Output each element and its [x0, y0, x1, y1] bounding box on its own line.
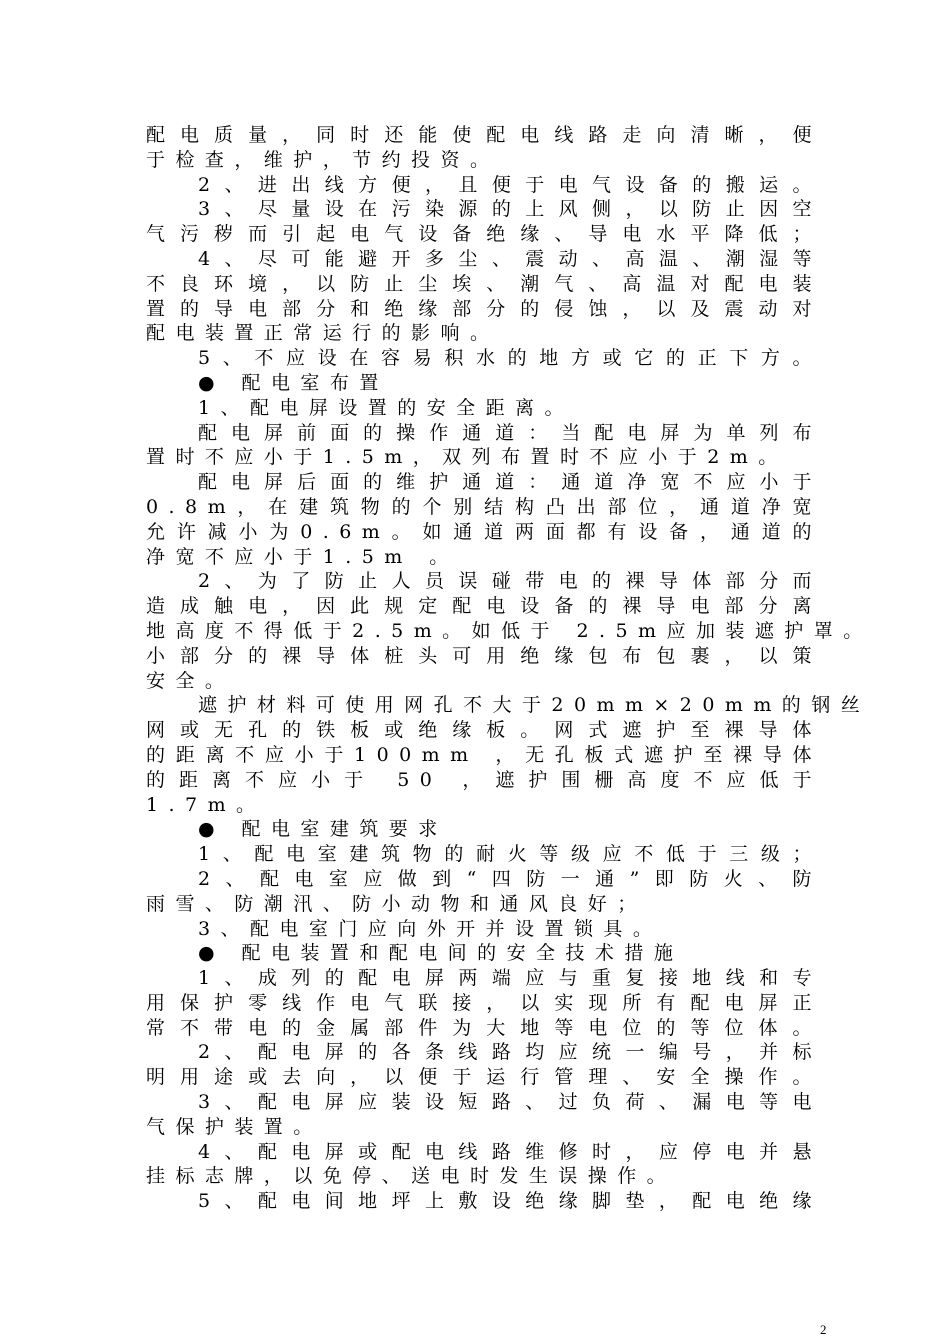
- text-line: 1、成列的配电屏两端应与重复接地线和专: [198, 967, 822, 990]
- text-line: 1、配电屏设置的安全距离。: [198, 396, 574, 419]
- text-line: 雨雪、防潮汛、防小动物和通风良好；: [146, 892, 647, 915]
- text-line: 置时不应小于1.5m，双列布置时不应小于2m。: [146, 446, 788, 469]
- text-line: 小部分的裸导体桩头可用绝缘包布包裹，以策: [146, 644, 822, 667]
- text-line: 配电质量，同时还能使配电线路走向清晰，便: [146, 124, 822, 146]
- text-line: 2、进出线方便，且便于电气设备的搬运。: [198, 173, 822, 196]
- text-line: 3、配电屏应装设短路、过负荷、漏电等电: [198, 1091, 822, 1114]
- text-line: 3、尽量设在污染源的上风侧，以防止因空: [198, 198, 822, 221]
- text-line: 5、配电间地坪上敷设绝缘脚垫，配电绝缘: [198, 1190, 822, 1213]
- text-line: 不良环境，以防止尘埃、潮气、高温对配电装: [146, 272, 822, 295]
- text-line: 0.8m，在建筑物的个别结构凸出部位，通道净宽: [146, 495, 822, 518]
- text-line: 安全。: [146, 669, 235, 692]
- text-line: 2、配电屏的各条线路均应统一编号，并标: [198, 1041, 822, 1064]
- text-line: 常不带电的金属部件为大地等电位的等位体。: [146, 1016, 822, 1039]
- text-line: 1.7m。: [146, 793, 266, 816]
- text-line: 5、不应设在容易积水的地方或它的正下方。: [198, 347, 822, 370]
- text-line: 于检查，维护，节约投资。: [146, 148, 500, 171]
- text-line: 置的导电部分和绝缘部分的侵蚀，以及震动对: [146, 297, 822, 320]
- page-body: [146, 123, 873, 1214]
- text-line: 造成触电，因此规定配电设备的裸导电部分离: [146, 595, 822, 618]
- text-line: 气污秽而引起电气设备绝缘、导电水平降低；: [146, 223, 822, 246]
- text-line: ● 配电室布置: [198, 371, 389, 394]
- text-line: 4、尽可能避开多尘、震动、高温、潮湿等: [198, 247, 822, 270]
- text-line: 净宽不应小于1.5m 。: [146, 545, 459, 568]
- text-line: 配电装置正常运行的影响。: [146, 322, 500, 345]
- text-line: 气保护装置。: [146, 1115, 323, 1138]
- text-line: 2、配电室应做到“四防一通”即防火、防: [198, 867, 822, 890]
- text-line: 2、为了防止人员误碰带电的裸导体部分而: [198, 570, 822, 593]
- text-line: 3、配电室门应向外开并设置锁具。: [198, 917, 663, 940]
- text-line: 挂标志牌，以免停、送电时发生误操作。: [146, 1165, 677, 1188]
- text-line: 4、配电屏或配电线路维修时，应停电并悬: [198, 1140, 822, 1163]
- text-line: 允许减小为0.6m。如通道两面都有设备，通道的: [146, 520, 822, 543]
- text-line: 遮护材料可使用网孔不大于20mm×20mm的钢丝: [198, 694, 871, 717]
- text-line: ● 配电室建筑要求: [198, 818, 448, 841]
- text-line: 配电屏前面的操作通道：当配电屏为单列布: [198, 421, 822, 444]
- page-number: 2: [820, 1322, 827, 1337]
- text-line: 的距离不应小于 50 ，遮护围栅高度不应低于: [146, 768, 822, 791]
- text-line: ● 配电装置和配电间的安全技术措施: [198, 942, 684, 965]
- text-line: 1、配电室建筑物的耐火等级应不低于三级；: [198, 843, 822, 866]
- text-line: 的距离不应小于100mm ，无孔板式遮护至裸导体: [146, 743, 822, 766]
- text-line: 配电屏后面的维护通道：通道净宽不应小于: [198, 471, 822, 494]
- text-line: 网或无孔的铁板或绝缘板。网式遮护至裸导体: [146, 719, 822, 742]
- text-line: 明用途或去向，以便于运行管理、安全操作。: [146, 1066, 822, 1089]
- text-line: 地高度不得低于2.5m。如低于 2.5m应加装遮护罩。: [146, 619, 873, 642]
- text-line: 用保护零线作电气联接，以实现所有配电屏正: [146, 991, 822, 1014]
